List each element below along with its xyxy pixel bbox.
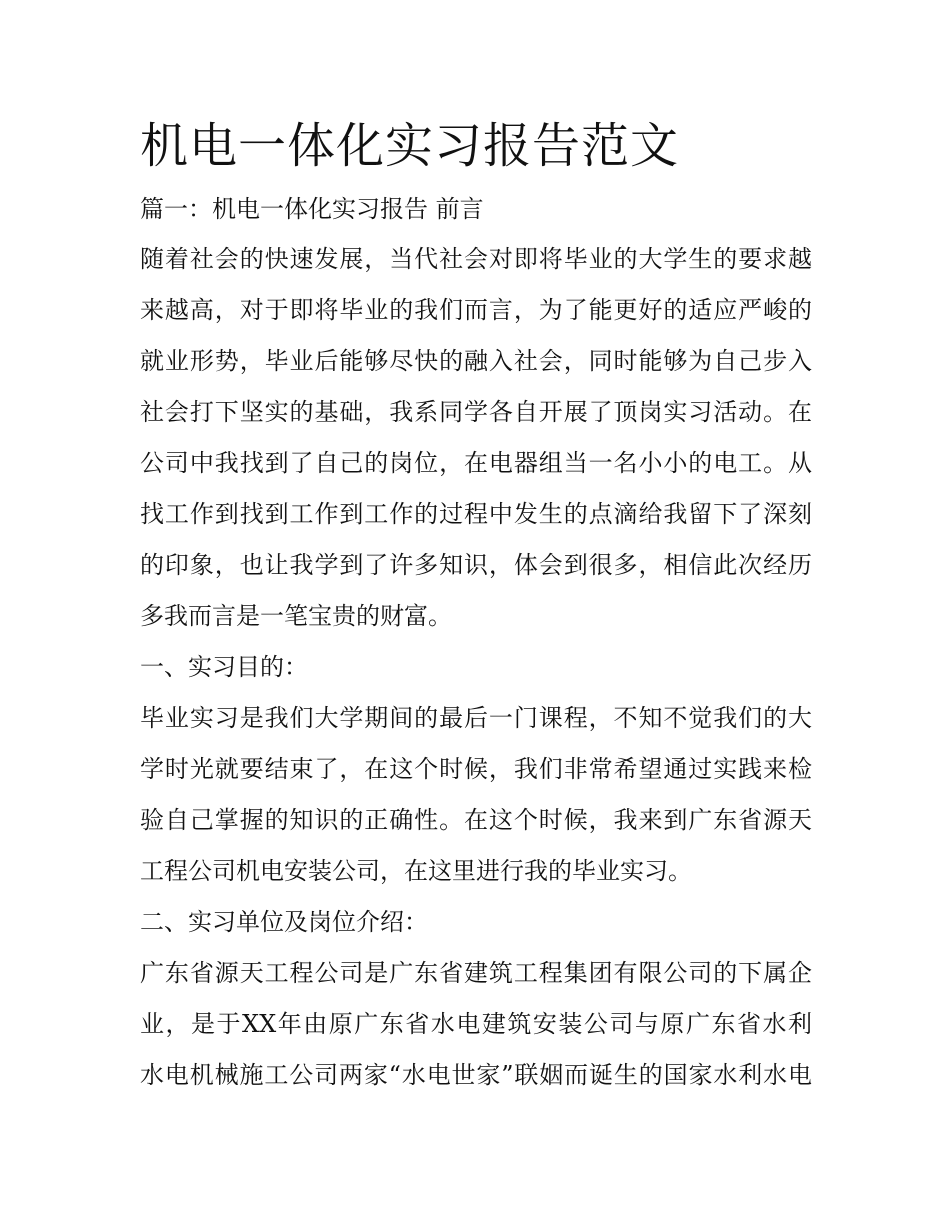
text-line: 就业形势，毕业后能够尽快的融入社会，同时能够为自己步入 — [140, 347, 812, 375]
document-title: 机电一体化实习报告范文 — [140, 118, 680, 174]
document-page — [140, 110, 812, 1101]
text-line: 工程公司机电安装公司，在这里进行我的毕业实习。 — [140, 857, 692, 885]
text-line: 毕业实习是我们大学期间的最后一门课程，不知不觉我们的大 — [140, 704, 812, 732]
text-line: 业，是于XX年由原广东省水电建筑安装公司与原广东省水利 — [140, 1010, 812, 1038]
text-line: 来越高，对于即将毕业的我们而言，为了能更好的适应严峻的 — [140, 296, 812, 324]
text-line: 广东省源天工程公司是广东省建筑工程集团有限公司的下属企 — [140, 959, 812, 987]
text-line: 验自己掌握的知识的正确性。在这个时候，我来到广东省源天 — [140, 806, 812, 834]
text-line: 多我而言是一笔宝贵的财富。 — [140, 602, 452, 630]
text-line: 找工作到找到工作到工作的过程中发生的点滴给我留下了深刻 — [140, 500, 812, 528]
section-heading: 二、实习单位及岗位介绍： — [140, 908, 428, 936]
text-line: 学时光就要结束了，在这个时候，我们非常希望通过实践来检 — [140, 755, 812, 783]
section-heading: 一、实习目的： — [140, 653, 308, 681]
text-line: 社会打下坚实的基础，我系同学各自开展了顶岗实习活动。在 — [140, 398, 812, 426]
text-line: 水电机械施工公司两家“水电世家”联姻而诞生的国家水利水电 — [140, 1061, 812, 1089]
text-line: 公司中我找到了自己的岗位，在电器组当一名小小的电工。从 — [140, 449, 812, 477]
section-subtitle: 篇一：机电一体化实习报告 前言 — [140, 195, 484, 223]
text-line: 的印象，也让我学到了许多知识，体会到很多，相信此次经历 — [140, 551, 812, 579]
text-line: 随着社会的快速发展，当代社会对即将毕业的大学生的要求越 — [140, 245, 812, 273]
